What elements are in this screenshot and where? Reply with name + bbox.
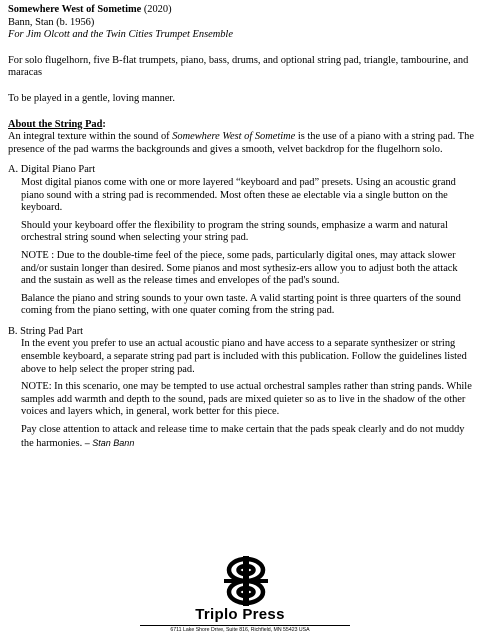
section-b-paragraph-2: NOTE: In this scenario, one may be tempted to use actual orchestral samples rather than string pands. While samples add warmth and depth to the sound, pads are mixed quieter so as to live in the shadow of the other voices and layers which, in general, work better for this piece. [21, 381, 472, 418]
score-notes-page [8, 4, 474, 450]
section-a-paragraph-1: Most digital pianos come with one or more layered “keyboard and pad” presets. Using an acoustic grand piano sound with a string pad is recommended. Most often these ae electable via a single button on the keyboard. [21, 176, 456, 214]
section-b-closing [21, 424, 474, 450]
intro-work-title: Somewhere West of Sometime [172, 131, 296, 143]
string-pad-heading: About the String Pad [8, 118, 103, 130]
closing-text: Pay close attention to attack and release time to make certain that the pads speak clearly and do not muddy the harmonies. [21, 424, 465, 449]
intro-text-end: is the use of a piano with a string pad. The presence of the pad warms the backgrounds and gives a smooth, velvet backdrop for the flugelhorn solo. [8, 131, 474, 155]
string-pad-heading-line [8, 119, 474, 132]
intro-text-start: An integral texture within the sound of [8, 131, 173, 143]
publisher-divider [140, 625, 350, 626]
section-a-paragraph-4: Balance the piano and string sounds to your own taste. A valid starting point is three quarters of the sound coming from the piano setting, with one quater coming from the string pad. [21, 292, 461, 317]
work-title: Somewhere West of Sometime [8, 4, 142, 15]
heading-colon: : [102, 118, 106, 130]
composer-line: Bann, Stan (b. 1956) [8, 16, 95, 28]
section-b-paragraph-1: In the event you prefer to use an actual acoustic piano and have access to a separate synthesizer or string ensemble keyboard, a separate string pad part is included with this publication. Follow the guidelines listed above to help select the proper string pad. [21, 338, 467, 375]
title-line [8, 4, 474, 17]
section-b-label: B. String Pad Part [8, 325, 84, 337]
performance-note: To be played in a gentle, loving manner. [8, 92, 175, 104]
instrumentation-text: For solo flugelhorn, five B-flat trumpets, piano, bass, drums, and optional string pad, triangle, tambourine, and maracas [8, 54, 469, 79]
section-a-label: A. Digital Piano Part [8, 164, 96, 176]
publisher-name: Triplo Press [195, 606, 285, 623]
section-a-paragraph-2: Should your keyboard offer the flexibility to program the string sounds, emphasize a warm and natural orchestral string sound when selecting your string pad. [21, 219, 448, 244]
triplo-press-logo-icon [224, 556, 268, 606]
section-a-paragraph-3: NOTE : Due to the double-time feel of the piece, some pads, particularly digital ones, may attack slower and/or sustain longer than desired. Some pianos and most sythesiz-ers allow you to adjust both the attack and the sustain as well as the release times and envelopes of the pad's sound. [21, 249, 458, 287]
publisher-footer [0, 556, 480, 640]
dedication-line: For Jim Olcott and the Twin Cities Trumpet Ensemble [8, 29, 233, 41]
string-pad-intro [8, 131, 474, 156]
work-year: (2020) [141, 4, 172, 15]
publisher-address: 6711 Lake Shore Drive, Suite 816, Richfield, MN 55423 USA [170, 627, 310, 633]
signature: – Stan Bann [84, 437, 135, 448]
